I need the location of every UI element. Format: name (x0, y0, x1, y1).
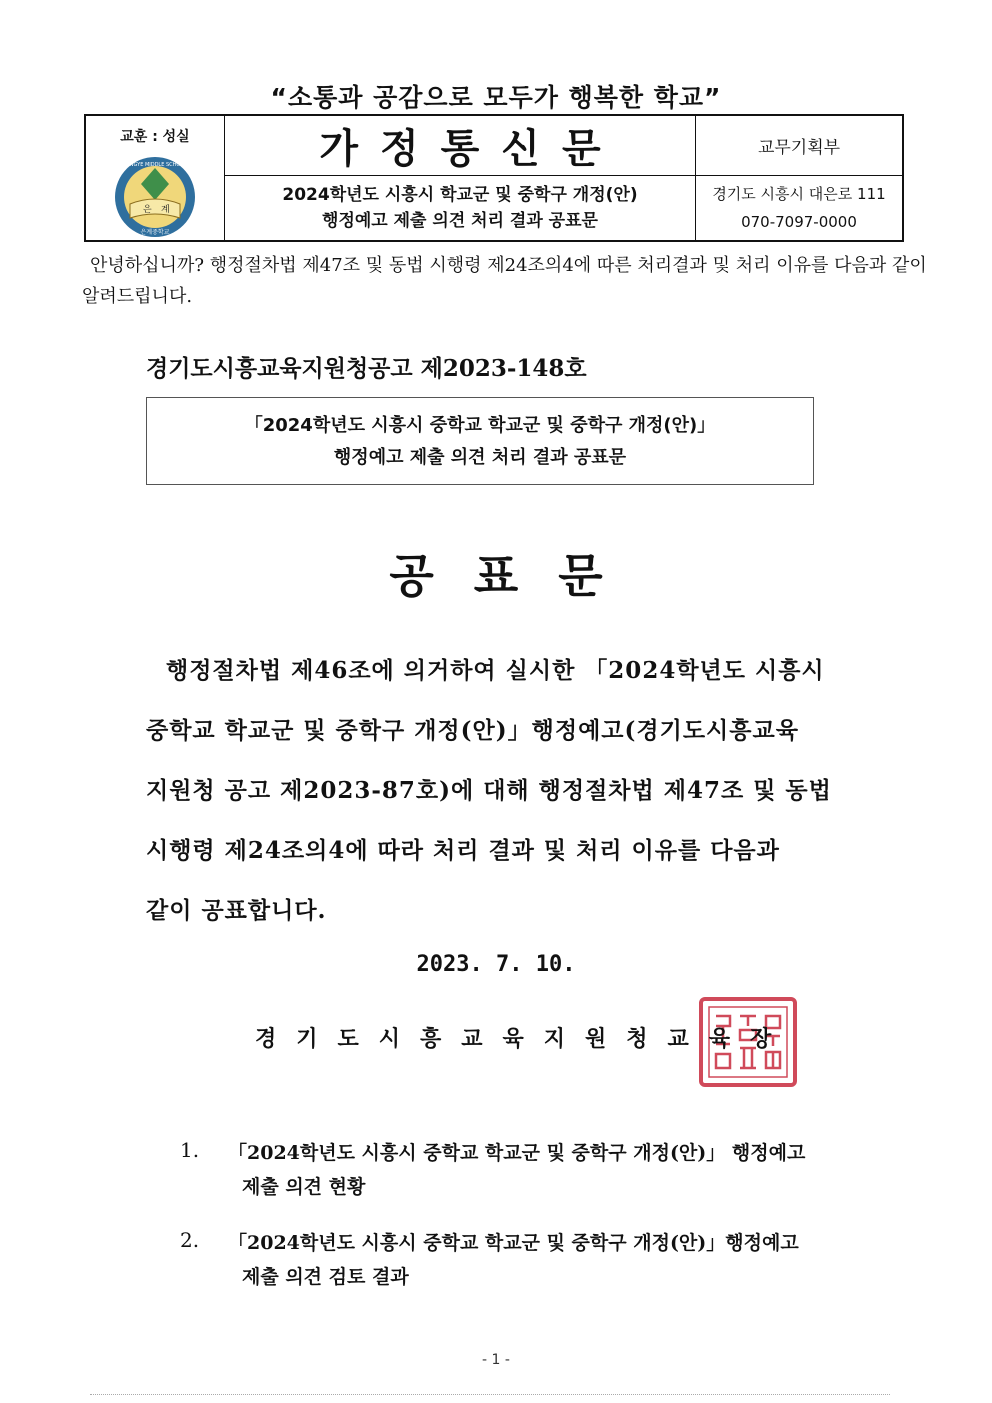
page-number: - 1 - (482, 1352, 510, 1368)
body-line-3: 지원청 공고 제2023-87호)에 대해 행정절차법 제47조 및 동법 (146, 777, 832, 804)
department-cell (696, 115, 904, 175)
newsletter-header (84, 114, 904, 242)
subject-line-1: 2024학년도 시흥시 학교군 및 중학구 개정(안) (282, 184, 638, 205)
body-line-1: 행정절차법 제46조에 의거하여 실시한 「2024학년도 시흥시 (166, 657, 825, 684)
attachment-title-line-1: 「2024학년도 시흥시 중학교 학교군 및 중학구 개정(안)」 행정예고 (228, 1142, 806, 1164)
notice-subject-line-1: 「2024학년도 시흥시 중학교 학교군 및 중학구 개정(안)」 (244, 415, 716, 436)
notice-subject-box (146, 397, 814, 485)
attachment-title-line-2: 제출 의견 현황 (242, 1176, 366, 1198)
logo-text-bottom: 은계중학교 (140, 229, 170, 236)
school-motto: 교훈 : 성실 (120, 129, 190, 145)
school-address: 경기도 시흥시 대은로 111 (712, 184, 886, 203)
body-line-2: 중학교 학교군 및 중학구 개정(안)」행정예고(경기도시흥교육 (146, 717, 799, 744)
notice-number: 경기도시흥교육지원청공고 제2023-148호 (146, 355, 587, 382)
logo-char-left: 은 (143, 205, 152, 215)
attachment-number: 2. (180, 1228, 200, 1252)
body-line-5: 같이 공표합니다. (146, 897, 327, 924)
attachment-title-line-1: 「2024학년도 시흥시 중학교 학교군 및 중학구 개정(안)」행정예고 (228, 1232, 799, 1254)
attachment-number: 1. (180, 1138, 200, 1162)
newsletter-title: 가정통신문 (319, 125, 623, 172)
logo-cell (85, 115, 225, 241)
subject-cell (225, 175, 696, 241)
contact-cell (696, 175, 904, 241)
attachment-title-line-2: 제출 의견 검토 결과 (242, 1266, 409, 1288)
school-slogan: “소통과 공감으로 모두가 행복한 학교” (270, 83, 722, 112)
intro-paragraph: 안녕하십니까? 행정절차법 제47조 및 동법 시행령 제24조의4에 따른 처리결과 및 처리 이유를 다음과 같이 알려드립니다. (82, 255, 927, 307)
footer-divider (90, 1394, 890, 1395)
department: 교무기획부 (757, 137, 841, 158)
school-phone: 070-7097-0000 (741, 212, 857, 231)
subject-line-2: 행정예고 제출 의견 처리 결과 공표문 (322, 210, 598, 231)
issuer-name: 경기도시흥교육지원청교육장 (255, 1026, 792, 1052)
logo-text-top: EUNGYE MIDDLE SCHOOL (122, 162, 188, 168)
school-logo-icon (110, 154, 200, 240)
announcement-date: 2023. 7. 10. (416, 952, 576, 977)
logo-char-right: 계 (161, 205, 170, 215)
announcement-title: 공표문 (389, 549, 643, 603)
newsletter-title-cell (225, 115, 696, 175)
notice-subject-line-2: 행정예고 제출 의견 처리 결과 공표문 (333, 447, 627, 468)
body-line-4: 시행령 제24조의4에 따라 처리 결과 및 처리 이유를 다음과 (146, 837, 780, 864)
